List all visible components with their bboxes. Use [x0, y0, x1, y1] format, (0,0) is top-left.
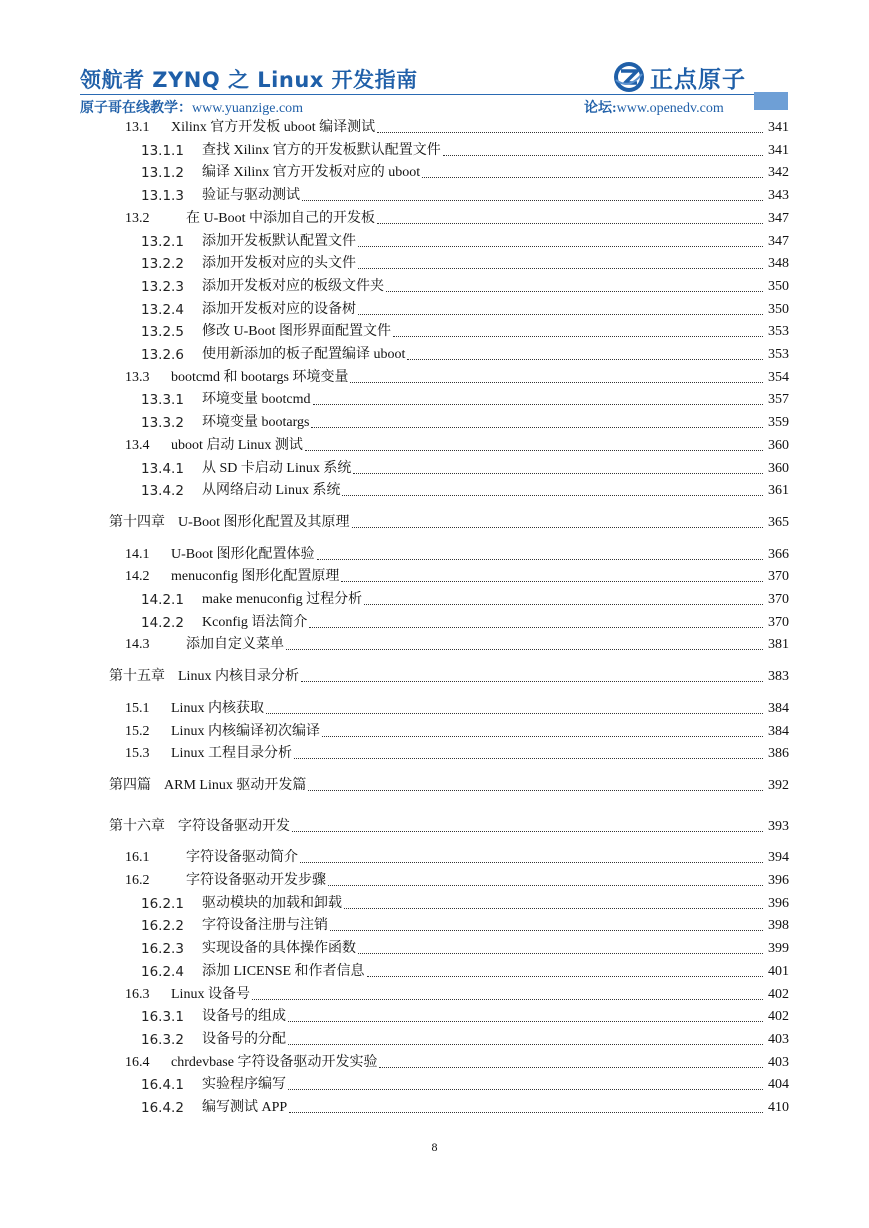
toc-entry-title: U-Boot 图形化配置及其原理 [178, 514, 350, 530]
document-header-title: 领航者 ZYNQ 之 Linux 开发指南 [80, 68, 418, 92]
toc-leader-dots [350, 382, 763, 383]
toc-entry-page: 403 [768, 1031, 789, 1047]
toc-entry-number: 13.4.2 [141, 483, 184, 500]
toc-entry-page: 392 [768, 777, 789, 793]
toc-leader-dots [422, 177, 763, 178]
toc-chapter-entry[interactable] [109, 775, 789, 795]
toc-leader-dots [328, 885, 763, 886]
toc-entry-number: 16.4 [125, 1054, 150, 1070]
toc-leader-dots [317, 559, 764, 560]
toc-entry-page: 381 [768, 637, 789, 653]
toc-entry-title: 从 SD 卡启动 Linux 系统 [202, 460, 352, 476]
toc-entry-number: 第十五章 [109, 669, 165, 685]
toc-entry-number: 14.2.2 [141, 614, 184, 631]
toc-entry-number: 16.3 [125, 986, 150, 1002]
toc-entry-title: 添加开发板对应的设备树 [202, 301, 356, 317]
toc-entry-title: chrdevbase 字符设备驱动开发实验 [171, 1054, 378, 1070]
toc-entry-number: 13.2.3 [141, 278, 184, 295]
toc-entry-number: 14.2.1 [141, 592, 184, 608]
toc-entry-title: 环境变量 bootargs [202, 415, 310, 431]
toc-entry-title: 使用新添加的板子配置编译 uboot [202, 347, 406, 362]
toc-entry-page: 350 [768, 301, 789, 317]
toc-entry-title: Linux 设备号 [171, 986, 250, 1002]
toc-entry-number: 14.2 [125, 569, 150, 585]
toc-entry-title: 添加开发板对应的板级文件夹 [202, 278, 384, 294]
toc-leader-dots [377, 132, 763, 133]
toc-section-entry[interactable] [125, 544, 789, 564]
toc-entry-title: 添加自定义菜单 [186, 637, 284, 653]
toc-leader-dots [305, 450, 763, 451]
toc-entry-number: 16.4.2 [141, 1100, 184, 1116]
toc-entry-title: 驱动模块的加载和卸载 [202, 895, 342, 911]
toc-leader-dots [379, 1067, 763, 1068]
toc-leader-dots [294, 758, 763, 759]
toc-leader-dots [302, 200, 763, 201]
toc-entry-page: 366 [768, 546, 789, 562]
toc-entry-page: 410 [768, 1100, 789, 1115]
toc-leader-dots [386, 291, 763, 292]
toc-subsection-entry[interactable] [141, 1074, 789, 1094]
toc-entry-title: U-Boot 图形化配置体验 [171, 546, 315, 562]
toc-entry-number: 14.3 [125, 637, 150, 653]
toc-entry-number: 13.2 [125, 210, 150, 226]
toc-subsection-entry[interactable] [141, 185, 789, 205]
toc-section-entry[interactable] [125, 634, 789, 654]
toc-leader-dots [358, 953, 763, 954]
teaching-url[interactable]: www.yuanzige.com [192, 101, 304, 116]
toc-entry-number: 13.1.3 [141, 188, 184, 205]
toc-leader-dots [309, 627, 763, 628]
toc-entry-number: 16.2.1 [141, 895, 184, 912]
toc-leader-dots [407, 359, 763, 360]
toc-entry-page: 401 [768, 963, 789, 979]
toc-entry-page: 386 [768, 746, 789, 762]
toc-subsection-entry[interactable] [141, 389, 789, 409]
toc-section-entry[interactable] [125, 870, 789, 890]
toc-entry-number: 14.1 [125, 546, 150, 562]
toc-leader-dots [288, 1021, 763, 1022]
toc-subsection-entry[interactable] [141, 480, 789, 500]
toc-entry-number: 16.2.2 [141, 918, 184, 935]
toc-entry-page: 396 [768, 895, 789, 911]
toc-leader-dots [252, 999, 763, 1000]
forum-url[interactable]: www.openedv.com [616, 101, 724, 116]
toc-entry-title: 字符设备注册与注销 [202, 918, 328, 934]
toc-leader-dots [352, 527, 764, 528]
toc-leader-dots [353, 473, 763, 474]
toc-leader-dots [341, 581, 763, 582]
toc-entry-page: 342 [768, 165, 789, 181]
toc-entry-number: 13.2.1 [141, 233, 184, 250]
toc-entry-title: 添加开发板默认配置文件 [202, 233, 356, 249]
toc-entry-title: 实验程序编写 [202, 1077, 286, 1093]
toc-section-entry[interactable] [125, 698, 789, 718]
toc-entry-title: menuconfig 图形化配置原理 [171, 569, 340, 585]
toc-entry-title: 添加 LICENSE 和作者信息 [202, 963, 365, 979]
toc-leader-dots [292, 831, 763, 832]
toc-entry-title: Linux 内核目录分析 [178, 669, 299, 685]
toc-entry-page: 360 [768, 437, 789, 453]
toc-subsection-entry[interactable] [141, 938, 789, 958]
toc-entry-page: 353 [768, 324, 789, 340]
toc-entry-number: 16.2.4 [141, 963, 184, 980]
toc-leader-dots [443, 155, 763, 156]
toc-subsection-entry[interactable] [141, 162, 789, 182]
toc-entry-number: 16.4.1 [141, 1077, 184, 1094]
toc-entry-title: 字符设备驱动开发 [178, 818, 290, 834]
toc-leader-dots [364, 604, 763, 605]
toc-entry-number: 15.3 [125, 746, 150, 762]
toc-entry-title: Linux 内核编译初次编译 [171, 723, 320, 739]
toc-entry-title: 在 U-Boot 中添加自己的开发板 [186, 210, 375, 226]
toc-entry-number: 13.2.2 [141, 256, 184, 273]
toc-entry-number: 13.1.1 [141, 142, 184, 159]
toc-entry-title: Kconfig 语法简介 [202, 614, 308, 630]
toc-leader-dots [330, 930, 763, 931]
toc-entry-page: 399 [768, 941, 789, 957]
toc-entry-page: 359 [768, 415, 789, 431]
toc-leader-dots [301, 681, 763, 682]
toc-section-entry[interactable] [125, 743, 789, 763]
toc-subsection-entry[interactable] [141, 458, 789, 478]
header-teaching-link [80, 97, 303, 117]
toc-entry-title: 查找 Xilinx 官方的开发板默认配置文件 [202, 142, 441, 158]
toc-entry-number: 13.2.5 [141, 324, 184, 341]
toc-entry-number: 15.1 [125, 700, 150, 716]
toc-entry-title: 修改 U-Boot 图形界面配置文件 [202, 324, 391, 340]
toc-entry-title: 编译 Xilinx 官方开发板对应的 uboot [202, 165, 421, 181]
toc-entry-number: 16.3.1 [141, 1009, 184, 1026]
toc-entry-title: make menuconfig 过程分析 [202, 592, 363, 607]
page-number: 8 [431, 1140, 438, 1154]
toc-entry-title: 设备号的组成 [202, 1009, 286, 1025]
toc-entry-page: 396 [768, 873, 789, 888]
toc-entry-title: 字符设备驱动开发步骤 [186, 873, 326, 888]
toc-leader-dots [358, 314, 763, 315]
toc-leader-dots [358, 268, 763, 269]
toc-entry-title: 字符设备驱动简介 [186, 850, 298, 866]
toc-section-entry[interactable] [125, 367, 789, 387]
toc-chapter-entry[interactable] [109, 512, 789, 532]
toc-entry-title: Linux 内核获取 [171, 700, 264, 716]
toc-entry-title: 添加开发板对应的头文件 [202, 256, 356, 272]
toc-section-entry[interactable] [125, 984, 789, 1004]
toc-chapter-entry[interactable] [109, 666, 789, 686]
toc-entry-page: 360 [768, 460, 789, 476]
toc-entry-page: 347 [768, 233, 789, 249]
toc-entry-number: 13.4.1 [141, 460, 184, 477]
toc-subsection-entry[interactable] [141, 299, 789, 319]
brand-logo-icon [612, 60, 646, 94]
toc-entry-page: 402 [768, 986, 789, 1002]
toc-leader-dots [266, 713, 763, 714]
toc-leader-dots [377, 223, 763, 224]
toc-leader-dots [342, 495, 763, 496]
toc-subsection-entry[interactable] [141, 1006, 789, 1026]
toc-entry-number: 15.2 [125, 723, 150, 739]
toc-entry-number: 13.1.2 [141, 165, 184, 182]
toc-entry-number: 13.3.1 [141, 392, 184, 409]
toc-entry-page: 357 [768, 392, 789, 408]
toc-entry-title: 实现设备的具体操作函数 [202, 941, 356, 957]
toc-subsection-entry[interactable] [141, 589, 789, 609]
toc-entry-page: 361 [768, 483, 789, 499]
toc-subsection-entry[interactable] [141, 253, 789, 273]
toc-entry-page: 394 [768, 850, 789, 866]
header-forum-link [584, 97, 724, 117]
toc-entry-title: uboot 启动 Linux 测试 [171, 437, 303, 453]
toc-entry-title: 编写测试 APP [202, 1100, 288, 1115]
toc-leader-dots [322, 736, 763, 737]
toc-subsection-entry[interactable] [141, 1097, 789, 1117]
toc-entry-title: bootcmd 和 bootargs 环境变量 [171, 369, 349, 385]
toc-subsection-entry[interactable] [141, 276, 789, 296]
toc-entry-number: 13.1 [125, 120, 150, 135]
toc-chapter-entry[interactable] [109, 816, 789, 836]
toc-entry-page: 398 [768, 918, 789, 934]
toc-entry-number: 16.2.3 [141, 941, 184, 958]
brand-logo [612, 59, 746, 95]
toc-entry-page: 403 [768, 1054, 789, 1070]
toc-subsection-entry[interactable] [141, 612, 789, 632]
toc-section-entry[interactable] [125, 721, 789, 741]
toc-subsection-entry[interactable] [141, 140, 789, 160]
toc-entry-page: 370 [768, 569, 789, 585]
toc-entry-page: 365 [768, 514, 789, 530]
toc-entry-number: 13.3.2 [141, 415, 184, 432]
toc-entry-number: 13.3 [125, 369, 150, 385]
toc-leader-dots [313, 404, 764, 405]
toc-subsection-entry[interactable] [141, 344, 789, 364]
toc-entry-page: 393 [768, 818, 789, 834]
toc-leader-dots [311, 427, 763, 428]
toc-entry-number: 16.1 [125, 850, 150, 866]
toc-leader-dots [344, 908, 763, 909]
toc-entry-title: 验证与驱动测试 [202, 188, 300, 204]
toc-entry-page: 347 [768, 210, 789, 226]
toc-entry-page: 341 [768, 142, 789, 158]
toc-entry-title: 从网络启动 Linux 系统 [202, 483, 341, 499]
toc-section-entry[interactable] [125, 847, 789, 867]
teaching-label: 原子哥在线教学： [80, 101, 192, 116]
header-accent-block [754, 92, 788, 110]
toc-entry-page: 404 [768, 1077, 789, 1093]
toc-entry-page: 370 [768, 592, 789, 607]
toc-leader-dots [289, 1112, 763, 1113]
toc-entry-number: 13.2.6 [141, 347, 184, 363]
toc-entry-page: 354 [768, 369, 789, 385]
toc-section-entry[interactable] [125, 435, 789, 455]
brand-name: 正点原子 [650, 66, 746, 93]
toc-leader-dots [358, 246, 763, 247]
toc-entry-page: 353 [768, 347, 789, 362]
toc-section-entry[interactable] [125, 208, 789, 228]
toc-subsection-entry[interactable] [141, 1029, 789, 1049]
toc-leader-dots [300, 862, 763, 863]
toc-subsection-entry[interactable] [141, 893, 789, 913]
toc-entry-title: ARM Linux 驱动开发篇 [164, 777, 307, 793]
toc-entry-number: 13.2.4 [141, 301, 184, 318]
toc-leader-dots [288, 1089, 763, 1090]
toc-entry-number: 第十四章 [109, 514, 165, 530]
toc-subsection-entry[interactable] [141, 231, 789, 251]
toc-entry-title: 环境变量 bootcmd [202, 392, 311, 408]
toc-entry-number: 第十六章 [109, 818, 165, 834]
toc-entry-number: 16.3.2 [141, 1031, 184, 1048]
toc-leader-dots [288, 1044, 763, 1045]
toc-section-entry[interactable] [125, 117, 789, 137]
toc-entry-page: 341 [768, 120, 789, 135]
toc-section-entry[interactable] [125, 1052, 789, 1072]
toc-leader-dots [308, 790, 763, 791]
toc-entry-page: 384 [768, 723, 789, 739]
toc-subsection-entry[interactable] [141, 915, 789, 935]
forum-label: 论坛: [584, 101, 617, 116]
toc-entry-page: 348 [768, 256, 789, 272]
toc-entry-title: 设备号的分配 [202, 1031, 286, 1047]
toc-entry-page: 384 [768, 700, 789, 716]
toc-section-entry[interactable] [125, 566, 789, 586]
toc-entry-page: 402 [768, 1009, 789, 1025]
toc-entry-number: 13.4 [125, 437, 150, 453]
header-divider [80, 94, 754, 95]
toc-subsection-entry[interactable] [141, 961, 789, 981]
toc-entry-title: Xilinx 官方开发板 uboot 编译测试 [171, 120, 376, 135]
toc-entry-page: 370 [768, 614, 789, 630]
toc-entry-number: 第四篇 [109, 777, 151, 793]
toc-entry-number: 16.2 [125, 873, 150, 888]
toc-leader-dots [286, 649, 763, 650]
toc-leader-dots [367, 976, 763, 977]
toc-entry-page: 343 [768, 188, 789, 204]
toc-entry-page: 350 [768, 278, 789, 294]
toc-leader-dots [393, 336, 763, 337]
toc-subsection-entry[interactable] [141, 412, 789, 432]
toc-entry-page: 383 [768, 669, 789, 685]
toc-subsection-entry[interactable] [141, 321, 789, 341]
toc-entry-title: Linux 工程目录分析 [171, 746, 292, 762]
